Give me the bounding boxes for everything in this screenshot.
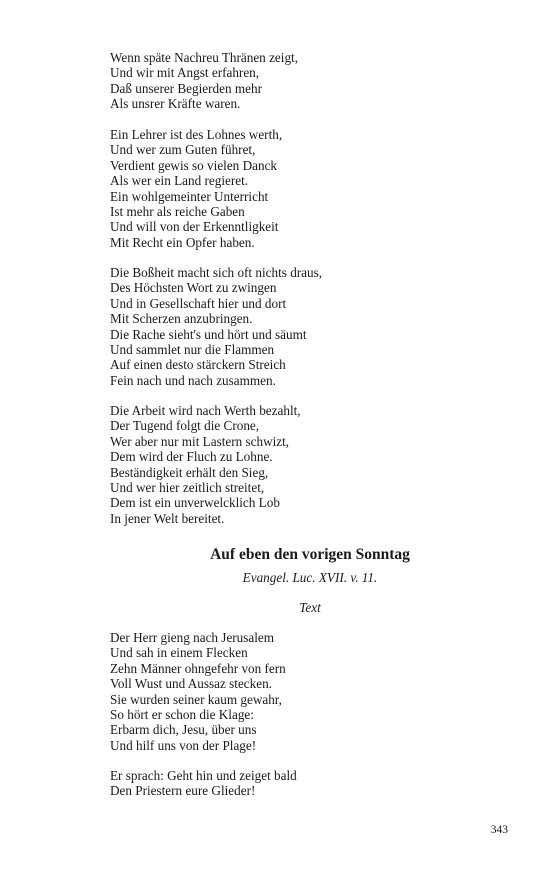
verse-line: Mit Scherzen anzubringen. xyxy=(110,311,253,327)
verse-line: Als unsrer Kräfte waren. xyxy=(110,96,241,112)
verse-line: Ein wohlgemeinter Unterricht xyxy=(110,188,269,204)
verse-line: Fein nach und nach zusammen. xyxy=(110,372,276,388)
verse-line: Und wer hier zeitlich streitet, xyxy=(110,479,265,495)
stanza-2 xyxy=(110,127,440,250)
stanza-6 xyxy=(110,768,440,799)
verse-line: Und sammlet nur die Flammen xyxy=(110,341,275,357)
verse-line: Wenn späte Nachreu Thränen zeigt, xyxy=(110,50,298,65)
verse-line: So hört er schon die Klage: xyxy=(110,706,254,722)
section-subtitle: Evangel. Luc. XVII. v. 11. xyxy=(242,570,378,585)
verse-line: Dem wird der Fluch zu Lohne. xyxy=(110,449,273,465)
stanza-3 xyxy=(110,265,440,388)
verse-line: Er sprach: Geht hin und zeiget bald xyxy=(110,768,297,783)
verse-line: Ein Lehrer ist des Lohnes werth, xyxy=(110,127,283,142)
verse-line: Und wer zum Guten führet, xyxy=(110,142,256,158)
stanza-5 xyxy=(110,630,440,753)
text-label: Text xyxy=(299,600,321,615)
page-number: 343 xyxy=(490,824,508,836)
verse-line: Verdient gewis so vielen Danck xyxy=(110,157,277,173)
verse-line: Die Arbeit wird nach Werth bezahlt, xyxy=(110,403,301,418)
verse-line: Und will von der Erkenntligkeit xyxy=(110,219,279,235)
verse-line: Und hilf uns von der Plage! xyxy=(110,737,257,753)
verse-line: In jener Welt bereitet. xyxy=(110,510,225,526)
section-title: Auf eben den vorigen Sonntag xyxy=(210,546,410,563)
verse-line: Wer aber nur mit Lastern schwizt, xyxy=(110,433,290,449)
verse-line: Der Herr gieng nach Jerusalem xyxy=(110,630,275,645)
verse-line: Der Tugend folgt die Crone, xyxy=(110,418,260,434)
verse-line: Die Boßheit macht sich oft nichts draus, xyxy=(110,265,323,280)
verse-line: Zehn Männer ohngefehr von fern xyxy=(110,660,286,676)
verse-line: Sie wurden seiner kaum gewahr, xyxy=(110,691,282,707)
verse-line: Daß unserer Begierden mehr xyxy=(110,80,262,96)
stanza-4 xyxy=(110,403,440,526)
verse-line: Des Höchsten Wort zu zwingen xyxy=(110,280,277,296)
stanza-1 xyxy=(110,50,440,112)
verse-line: Dem ist ein unverwelcklich Lob xyxy=(110,495,280,511)
verse-line: Und wir mit Angst erfahren, xyxy=(110,65,260,81)
verse-line: Erbarm dich, Jesu, über uns xyxy=(110,722,257,738)
verse-line: Mit Recht ein Opfer haben. xyxy=(110,234,255,250)
verse-line: Voll Wust und Aussaz stecken. xyxy=(110,676,272,692)
verse-line: Und sah in einem Flecken xyxy=(110,645,248,661)
verse-line: Die Rache sieht's und hört und säumt xyxy=(110,326,307,342)
verse-line: Als wer ein Land regieret. xyxy=(110,173,249,189)
verse-line: Auf einen desto stärckern Streich xyxy=(110,357,286,373)
verse-line: Den Priestern eure Glieder! xyxy=(110,783,256,799)
verse-line: Und in Gesellschaft hier und dort xyxy=(110,295,287,311)
verse-line: Beständigkeit erhält den Sieg, xyxy=(110,464,269,480)
verse-line: Ist mehr als reiche Gaben xyxy=(110,203,245,219)
